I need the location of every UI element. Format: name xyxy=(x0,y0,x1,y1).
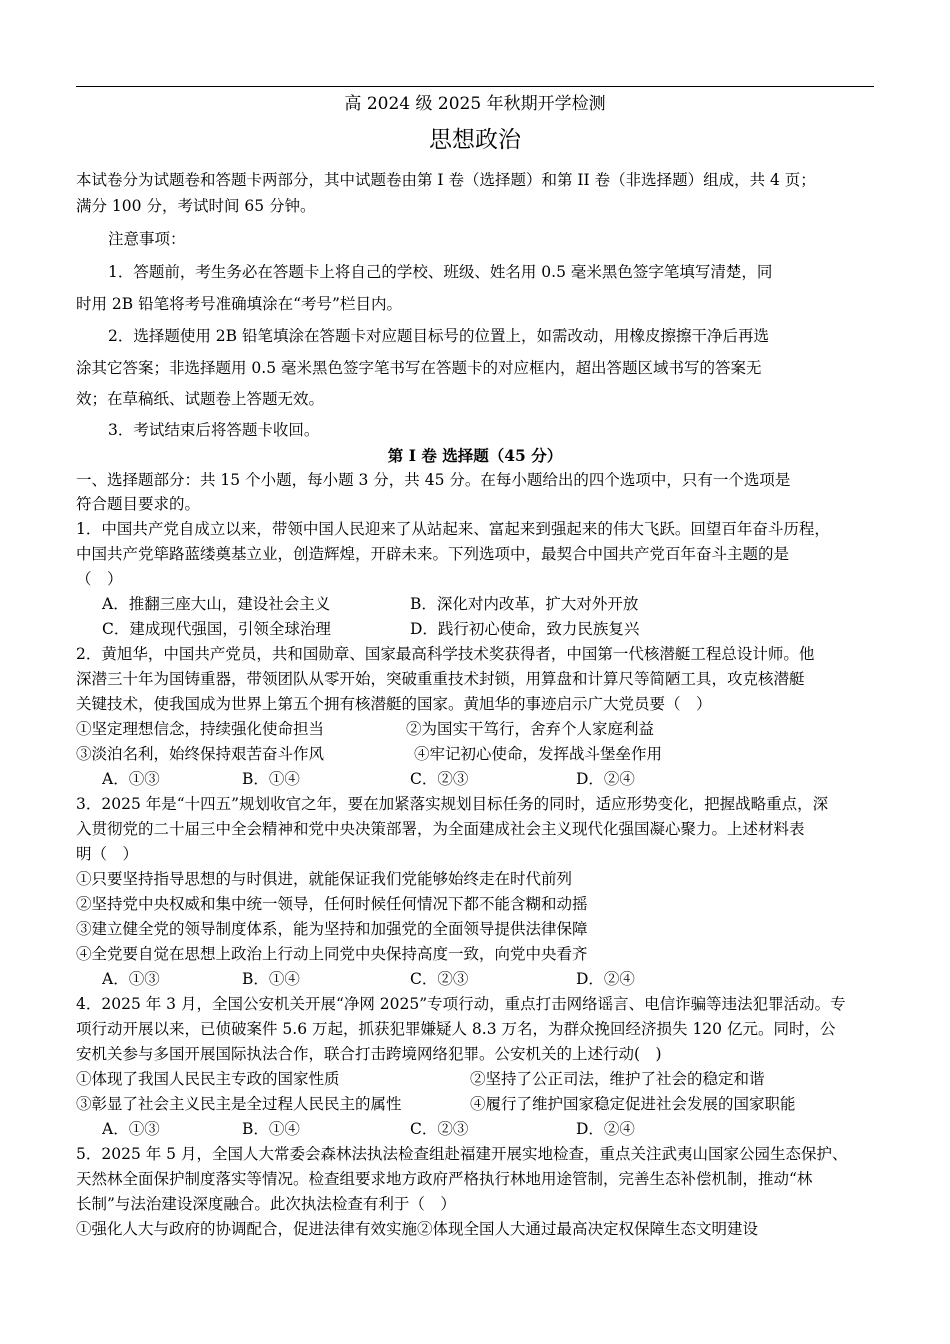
q1-option-c: C．建成现代强国，引领全球治理 xyxy=(102,620,331,638)
q3-item: ①只要坚持指导思想的与时俱进，就能保证我们党能够始终走在时代前列 xyxy=(76,870,573,888)
q2-item: ②为国实干笃行，舍弃个人家庭利益 xyxy=(406,720,655,738)
q4-item: ②坚持了公正司法，维护了社会的稳定和谐 xyxy=(470,1070,765,1088)
q4-stem: 安机关参与多国开展国际执法合作，联合打击跨境网络犯罪。公安机关的上述行动( ) xyxy=(76,1045,662,1063)
q3-option-b: B．①④ xyxy=(242,970,300,988)
note-line: 时用 2B 铅笔将考号准确填涂在“考号”栏目内。 xyxy=(76,295,402,313)
q2-option-d: D．②④ xyxy=(576,770,635,788)
q3-option-c: C．②③ xyxy=(410,970,469,988)
q1-option-d: D．践行初心使命，致力民族复兴 xyxy=(410,620,640,638)
q1-stem: 1．中国共产党自成立以来，带领中国人民迎来了从站起来、富起来到强起来的伟大飞跃。回望百年奋斗历程， xyxy=(76,520,830,538)
q5-item: ①强化人大与政府的协调配合，促进法律有效实施②体现全国人大通过最高决定权保障生态文明建设 xyxy=(76,1220,759,1238)
q4-option-d: D．②④ xyxy=(576,1120,635,1138)
q5-stem: 长制”与法治建设深度融合。此次执法检查有利于（ ） xyxy=(76,1195,456,1213)
q4-option-c: C．②③ xyxy=(410,1120,469,1138)
section-title: 第 I 卷 选择题（45 分） xyxy=(387,446,563,465)
q4-option-b: B．①④ xyxy=(242,1120,300,1138)
q2-stem: 关键技术，使我国成为世界上第五个拥有核潜艇的国家。黄旭华的事迹启示广大党员要（ ） xyxy=(76,695,712,713)
q2-item: ③淡泊名利，始终保持艰苦奋斗作风 xyxy=(76,745,325,763)
note-line: 涂其它答案；非选择题用 0.5 毫米黑色签字笔书写在答题卡的对应框内，超出答题区域书写的答案无 xyxy=(76,359,762,377)
header-rule xyxy=(76,86,874,87)
notes-title: 注意事项： xyxy=(108,230,186,248)
q2-option-b: B．①④ xyxy=(242,770,300,788)
q3-stem: 明（ ） xyxy=(76,845,139,863)
q1-stem: 中国共产党筚路蓝缕奠基立业，创造辉煌，开辟未来。下列选项中，最契合中国共产党百年奋斗主题的是 xyxy=(76,545,790,563)
subject-title: 思想政治 xyxy=(429,127,521,153)
q3-item: ②坚持党中央权威和集中统一领导，任何时候任何情况下都不能含糊和动摇 xyxy=(76,895,588,913)
q4-stem: 4．2025 年 3 月，全国公安机关开展“净网 2025”专项行动，重点打击网络谣言、电信诈骗等违法犯罪活动。专 xyxy=(76,995,846,1013)
q3-item: ③建立健全党的领导制度体系，能为坚持和加强党的全面领导提供法律保障 xyxy=(76,920,588,938)
exam-title: 高 2024 级 2025 年秋期开学检测 xyxy=(344,94,606,114)
q5-stem: 天然林全面保护制度落实等情况。检查组要求地方政府严格执行林地用途管制，完善生态补偿机制，推动“林 xyxy=(76,1170,813,1188)
q4-option-a: A．①③ xyxy=(102,1120,160,1138)
note-line: 1．答题前，考生务必在答题卡上将自己的学校、班级、姓名用 0.5 毫米黑色签字笔填写清楚，同 xyxy=(108,263,773,281)
q3-stem: 入贯彻党的二十届三中全会精神和党中央决策部署，为全面建成社会主义现代化强国凝心聚力。上述材料表 xyxy=(76,820,805,838)
q2-stem: 2．黄旭华，中国共产党员，共和国勋章、国家最高科学技术奖获得者，中国第一代核潜艇工程总设计师。他 xyxy=(76,645,815,663)
q4-item: ④履行了维护国家稳定促进社会发展的国家职能 xyxy=(470,1095,796,1113)
q2-item: ④牢记初心使命，发挥战斗堡垒作用 xyxy=(414,745,663,763)
q4-stem: 项行动开展以来，已侦破案件 5.6 万起，抓获犯罪嫌疑人 8.3 万名，为群众挽回经济损失 120 亿元。同时，公 xyxy=(76,1020,836,1038)
note-line: 2．选择题使用 2B 铅笔填涂在答题卡对应题目标号的位置上，如需改动，用橡皮擦擦干净后再选 xyxy=(108,327,769,345)
q3-option-d: D．②④ xyxy=(576,970,635,988)
intro-line: 满分 100 分，考试时间 65 分钟。 xyxy=(76,197,316,215)
q3-stem: 3．2025 年是“十四五”规划收官之年，要在加紧落实规划目标任务的同时，适应形势变化，把握战略重点，深 xyxy=(76,795,829,813)
q1-option-a: A．推翻三座大山，建设社会主义 xyxy=(102,595,331,613)
q1-option-b: B．深化对内改革，扩大对外开放 xyxy=(410,595,639,613)
q3-item: ④全党要自觉在思想上政治上行动上同党中央保持高度一致，向党中央看齐 xyxy=(76,945,588,963)
intro-line: 本试卷分为试题卷和答题卡两部分，其中试题卷由第 I 卷（选择题）和第 II 卷（非选择题）组成，共 4 页； xyxy=(76,171,816,189)
q4-item: ③彰显了社会主义民主是全过程人民民主的属性 xyxy=(76,1095,402,1113)
q1-stem: （ ） xyxy=(76,570,123,588)
q4-item: ①体现了我国人民民主专政的国家性质 xyxy=(76,1070,340,1088)
q2-item: ①坚定理想信念，持续强化使命担当 xyxy=(76,720,325,738)
q2-stem: 深潜三十年为国铸重器，带领团队从零开始，突破重重技术封锁，用算盘和计算尺等简陋工具，攻克核潜艇 xyxy=(76,670,805,688)
part-intro: 一、选择题部分：共 15 个小题，每小题 3 分，共 45 分。在每小题给出的四个选项中，只有一个选项是 xyxy=(76,471,791,489)
q2-option-c: C．②③ xyxy=(410,770,469,788)
note-line: 3．考试结束后将答题卡收回。 xyxy=(108,421,320,439)
q2-option-a: A．①③ xyxy=(102,770,160,788)
q5-stem: 5．2025 年 5 月，全国人大常委会森林法执法检查组赴福建开展实地检查，重点关注武夷山国家公园生态保护、 xyxy=(76,1145,848,1163)
note-line: 效；在草稿纸、试题卷上答题无效。 xyxy=(76,390,325,408)
q3-option-a: A．①③ xyxy=(102,970,160,988)
part-intro: 符合题目要求的。 xyxy=(76,495,201,513)
